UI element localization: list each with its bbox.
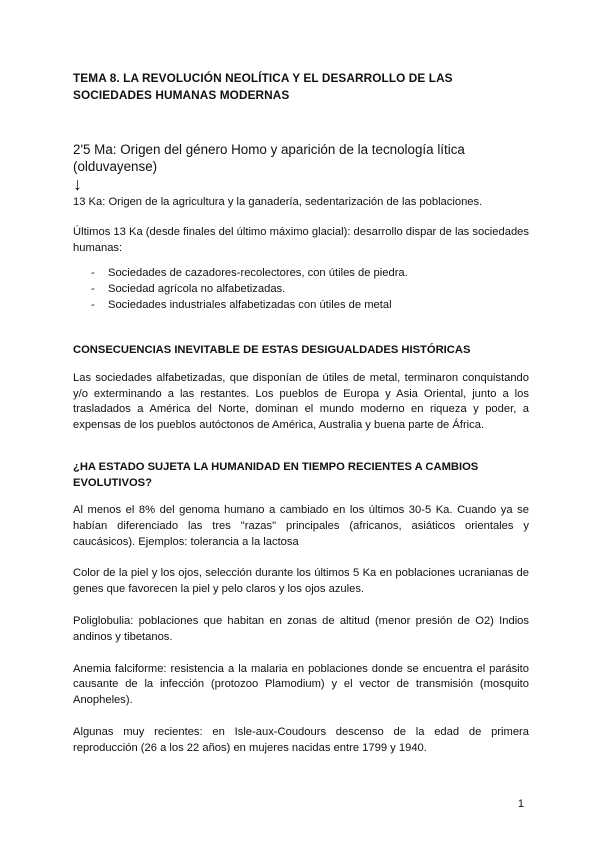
dash-bullet: - (91, 298, 95, 311)
paragraph-13ka: 13 Ka: Origen de la agricultura y la ganadería, sedentarización de las poblaciones. (73, 196, 483, 208)
paragraph-recientes: Algunas muy recientes: en Isle-aux-Coudours descenso de la edad de primera reproducción (26 a los 22 años) en mujeres nacidas entre 1799 y 1940. (73, 725, 529, 754)
list-item (73, 266, 529, 282)
dash-bullet: - (91, 283, 95, 296)
down-arrow-icon: ↓ (73, 174, 82, 194)
societies-list (73, 266, 529, 313)
list-item (73, 298, 529, 314)
list-item-text: Sociedad agrícola no alfabetizadas. (108, 283, 286, 296)
paragraph-consecuencias: Las sociedades alfabetizadas, que disponían de útiles de metal, terminaron conquistando y/o exterminando a las restantes. Los pueblos de Europa y Asia Oriental, junto a los trasladados a América del Norte, dominan el mundo moderno en riqueza y poder, a expensas de los pueblos autóctonos de América, Australia y buena parte de África. (73, 371, 529, 432)
paragraph-poliglobulia: Poliglobulia: poblaciones que habitan en zonas de altitud (menor presión de O2) Indios andinos y tibetanos. (73, 614, 529, 643)
paragraph-genoma: Al menos el 8% del genoma humano a cambiado en los últimos 30-5 Ka. Cuando ya se habían diferenciado las tres "razas" principales (africanos, asiáticos orientales y caucásicos). Ejemplos: tolerancia a la lactosa (73, 503, 529, 548)
dash-bullet: - (91, 267, 95, 280)
list-item-text: Sociedades de cazadores-recolectores, con útiles de piedra. (108, 267, 408, 280)
page-title: TEMA 8. LA REVOLUCIÓN NEOLÍTICA Y EL DESARROLLO DE LAS SOCIEDADES HUMANAS MODERNAS (73, 71, 453, 102)
list-item-text: Sociedades industriales alfabetizadas con útiles de metal (108, 298, 392, 311)
paragraph-ultimos: Últimos 13 Ka (desde finales del último máximo glacial): desarrollo dispar de las sociedades humanas: (73, 225, 529, 254)
heading-consecuencias: CONSECUENCIAS INEVITABLE DE ESTAS DESIGUALDADES HISTÓRICAS (73, 343, 471, 356)
paragraph-color: Color de la piel y los ojos, selección durante los últimos 5 Ka en poblaciones ucranianas de genes que favorecen la piel y pelo claros y los ojos azules. (73, 567, 529, 596)
lead-line: 2'5 Ma: Origen del género Homo y aparición de la tecnología lítica (olduvayense) (73, 142, 465, 174)
paragraph-anemia: Anemia falciforme: resistencia a la malaria en poblaciones donde se encuentra el parásito causante de la infección (protozoo Plamodium) y el vector de transmisión (mosquito Anopheles). (73, 662, 529, 707)
document-page (73, 70, 529, 757)
list-item (73, 282, 529, 298)
heading-cambios-evolutivos: ¿HA ESTADO SUJETA LA HUMANIDAD EN TIEMPO RECIENTES A CAMBIOS EVOLUTIVOS? (73, 460, 479, 489)
page-number: 1 (517, 798, 524, 810)
